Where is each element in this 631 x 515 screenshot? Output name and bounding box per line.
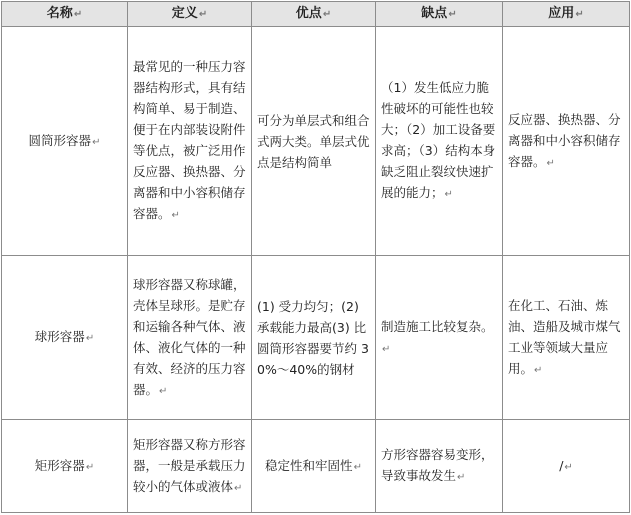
header-definition: 定义↵	[128, 2, 252, 27]
cell-application: /↵	[503, 420, 630, 513]
header-application: 应用↵	[503, 2, 630, 27]
cell-definition: 球形容器又称球罐，壳体呈球形。是贮存和运输各种气体、液体、液化气体的一种有效、经济的压力容器。↵	[128, 256, 252, 420]
table-row	[2, 256, 630, 420]
header-advantages: 优点↵	[252, 2, 376, 27]
cell-name: 矩形容器↵	[2, 420, 128, 513]
cell-advantages: 稳定性和牢固性↵	[252, 420, 376, 513]
cell-disadvantages: 制造施工比较复杂。↵	[376, 256, 503, 420]
cell-disadvantages: 方形容器容易变形，导致事故发生↵	[376, 420, 503, 513]
header-disadvantages: 缺点↵	[376, 2, 503, 27]
cell-advantages: 可分为单层式和组合式两大类。单层式优点是结构简单	[252, 27, 376, 256]
comparison-table	[1, 1, 630, 513]
cell-disadvantages: （1）发生低应力脆性破坏的可能性也较大；（2）加工设备要求高；（3）结构本身缺乏阻止裂纹快速扩展的能力；↵	[376, 27, 503, 256]
cell-name: 圆筒形容器↵	[2, 27, 128, 256]
table-row	[2, 420, 630, 513]
cell-definition: 最常见的一种压力容器结构形式，具有结构简单、易于制造、便于在内部装设附件等优点，被广泛用作反应器、换热器、分离器和中小容积储存容器。↵	[128, 27, 252, 256]
table-row	[2, 27, 630, 256]
cell-definition: 矩形容器又称方形容器，一般是承载压力较小的气体或液体↵	[128, 420, 252, 513]
cell-advantages: (1) 受力均匀；(2) 承载能力最高(3) 比圆筒形容器要节约 30%～40%的钢材	[252, 256, 376, 420]
cell-application: 在化工、石油、炼油、造船及城市煤气工业等领域大量应用。↵	[503, 256, 630, 420]
cell-application: 反应器、换热器、分离器和中小容积储存容器。↵	[503, 27, 630, 256]
table-header-row	[2, 2, 630, 27]
header-name: 名称↵	[2, 2, 128, 27]
cell-name: 球形容器↵	[2, 256, 128, 420]
